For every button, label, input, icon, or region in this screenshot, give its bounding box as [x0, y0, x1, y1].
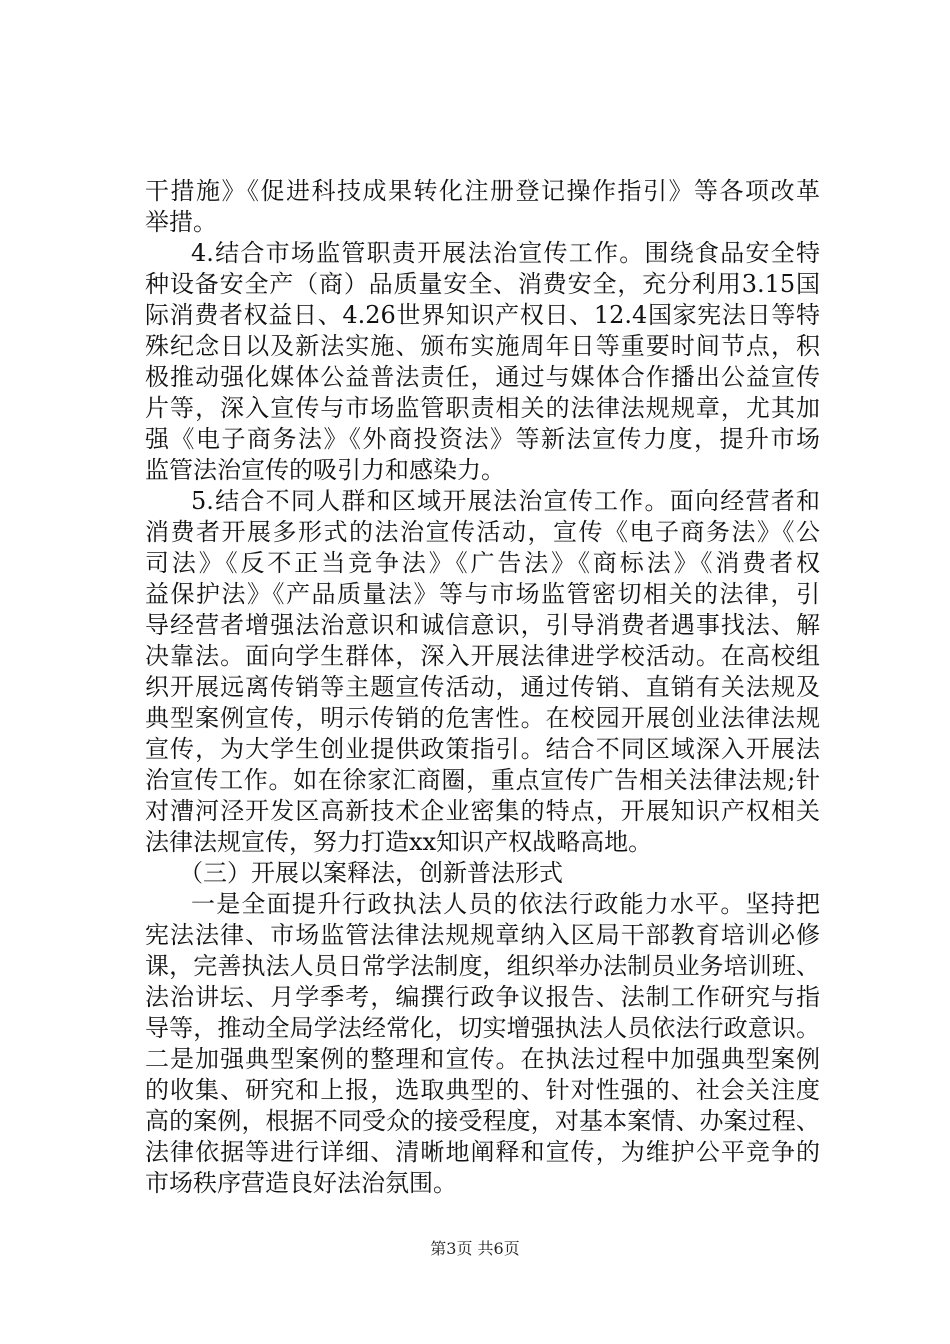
text-line: 益保护法》《产品质量法》等与市场监管密切相关的法律，引 [145, 580, 820, 608]
document-body [145, 176, 820, 1199]
text-line: 宪法法律、市场监管法律法规规章纳入区局干部教育培训必修 [145, 921, 820, 949]
text-line: 5.结合不同人群和区域开展法治宣传工作。面向经营者和 [191, 487, 820, 515]
text-line: 课，完善执法人员日常学法制度，组织举办法制员业务培训班、 [145, 952, 820, 980]
text-line: 极推动强化媒体公益普法责任，通过与媒体合作播出公益宣传 [145, 363, 820, 391]
text-line: 强《电子商务法》《外商投资法》等新法宣传力度，提升市场 [145, 425, 820, 453]
text-line: 导经营者增强法治意识和诚信意识，引导消费者遇事找法、解 [145, 611, 820, 639]
text-line: 法治讲坛、月学季考，编撰行政争议报告、法制工作研究与指 [145, 983, 820, 1011]
text-line: 际消费者权益日、4.26世界知识产权日、12.4国家宪法日等特 [145, 301, 820, 329]
text-line: 织开展远离传销等主题宣传活动，通过传销、直销有关法规及 [145, 673, 820, 701]
text-line: 法律法规宣传，努力打造xx知识产权战略高地。 [145, 828, 653, 856]
section-heading: （三）开展以案释法，创新普法形式 [179, 859, 563, 887]
page-number-footer: 第3页 共6页 [430, 1239, 520, 1258]
text-line: 市场秩序营造良好法治氛围。 [145, 1169, 457, 1197]
text-line: 宣传，为大学生创业提供政策指引。结合不同区域深入开展法 [145, 735, 820, 763]
text-line: 导等，推动全局学法经常化，切实增强执法人员依法行政意识。 [145, 1014, 820, 1042]
text-line: 对漕河泾开发区高新技术企业密集的特点，开展知识产权相关 [145, 797, 820, 825]
text-line: 片等，深入宣传与市场监管职责相关的法律法规规章，尤其加 [145, 394, 820, 422]
text-line: 高的案例，根据不同受众的接受程度，对基本案情、办案过程、 [145, 1107, 820, 1135]
text-line: 举措。 [145, 208, 217, 236]
text-line: 决靠法。面向学生群体，深入开展法律进学校活动。在高校组 [145, 642, 820, 670]
text-line: 监管法治宣传的吸引力和感染力。 [145, 456, 505, 484]
text-line: 法律依据等进行详细、清晰地阐释和宣传，为维护公平竞争的 [145, 1138, 820, 1166]
text-line: 治宣传工作。如在徐家汇商圈，重点宣传广告相关法律法规;针 [145, 766, 820, 794]
text-line: 典型案例宣传，明示传销的危害性。在校园开展创业法律法规 [145, 704, 820, 732]
text-line: 司法》《反不正当竞争法》《广告法》《商标法》《消费者权 [145, 549, 820, 577]
text-line: 殊纪念日以及新法实施、颁布实施周年日等重要时间节点，积 [145, 332, 820, 360]
text-line: 二是加强典型案例的整理和宣传。在执法过程中加强典型案例 [145, 1045, 820, 1073]
text-line: 4.结合市场监管职责开展法治宣传工作。围绕食品安全特 [191, 239, 820, 267]
text-line: 干措施》《促进科技成果转化注册登记操作指引》等各项改革 [145, 177, 820, 205]
text-line: 消费者开展多形式的法治宣传活动，宣传《电子商务法》《公 [145, 518, 820, 546]
text-line: 种设备安全产（商）品质量安全、消费安全，充分利用3.15国 [145, 270, 820, 298]
text-line: 的收集、研究和上报，选取典型的、针对性强的、社会关注度 [145, 1076, 820, 1104]
text-line: 一是全面提升行政执法人员的依法行政能力水平。坚持把 [191, 890, 820, 918]
